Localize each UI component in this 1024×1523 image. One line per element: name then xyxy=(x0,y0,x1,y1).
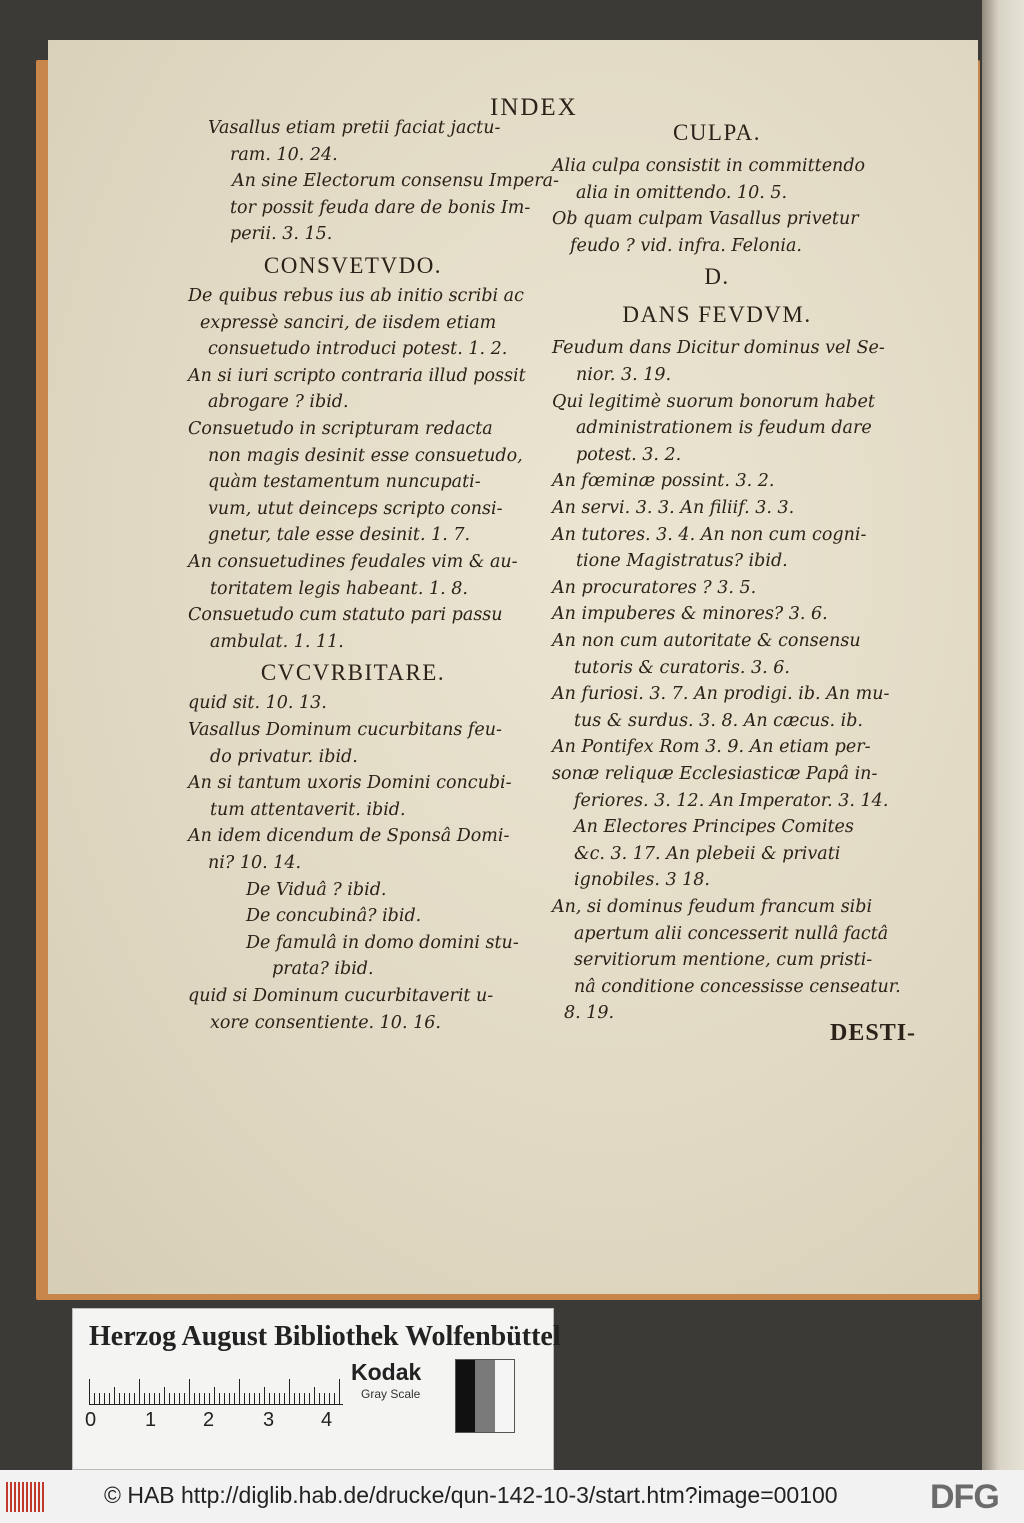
swatch-gray xyxy=(475,1360,494,1432)
ruler-number: 1 xyxy=(145,1409,157,1431)
ruler-tick xyxy=(154,1393,155,1405)
index-entry-line: alia in omittendo. 10. 5. xyxy=(576,182,788,203)
ruler-tick xyxy=(194,1393,195,1405)
index-entry-line: Feudum dans Dicitur dominus vel Se- xyxy=(552,338,885,359)
ruler-tick xyxy=(319,1393,320,1405)
index-entry-line: An impuberes & minores? 3. 6. xyxy=(552,604,828,625)
index-entry-line: An furiosi. 3. 7. An prodigi. ib. An mu- xyxy=(552,684,890,705)
ruler-tick xyxy=(164,1387,165,1405)
ruler-tick xyxy=(259,1393,260,1405)
index-entry-line: xore consentiente. 10. 16. xyxy=(210,1012,441,1033)
index-entry-line: tutoris & curatoris. 3. 6. xyxy=(574,657,790,678)
index-entry-line: toritatem legis habeant. 1. 8. xyxy=(210,578,468,599)
ruler-tick xyxy=(219,1393,220,1405)
index-entry-line: Consuetudo in scripturam redacta xyxy=(188,419,493,439)
swatch-white xyxy=(495,1360,514,1432)
index-entry-line: Vasallus etiam pretii faciat jactu- xyxy=(208,118,501,138)
dfg-logo: DFG xyxy=(930,1478,999,1516)
index-entry-line: quid si Dominum cucurbitaverit u- xyxy=(188,986,494,1006)
index-entry-line: quid sit. 10. 13. xyxy=(188,693,327,714)
section-heading: CVCVRBITARE. xyxy=(260,660,446,686)
ruler-tick xyxy=(224,1393,225,1405)
ruler-tick xyxy=(179,1393,180,1405)
index-entry-line: De famulâ in domo domini stu- xyxy=(246,932,519,953)
index-entry-line: De Viduâ ? ibid. xyxy=(246,879,387,900)
ruler-tick xyxy=(94,1393,95,1405)
index-entry-line: nâ conditione concessisse censeatur. xyxy=(574,976,901,997)
ruler-tick xyxy=(254,1393,255,1405)
index-entry-line: potest. 3. 2. xyxy=(576,444,682,465)
index-entry-line: An si tantum uxoris Domini concubi- xyxy=(188,773,512,794)
index-entry-line: sonæ reliquæ Ecclesiasticæ Papâ in- xyxy=(552,764,878,784)
ruler-tick xyxy=(264,1387,265,1405)
index-entry-line: Vasallus Dominum cucurbitans feu- xyxy=(188,720,502,740)
ruler-number: 2 xyxy=(203,1409,215,1431)
library-name: Herzog August Bibliothek Wolfenbüttel xyxy=(89,1321,561,1352)
ruler-tick xyxy=(109,1393,110,1405)
index-entry-line: perii. 3. 15. xyxy=(230,224,333,245)
ruler-tick xyxy=(334,1393,335,1405)
index-entry-line: Alia culpa consistit in committendo xyxy=(552,156,866,176)
section-heading: CONSVETVDO. xyxy=(263,253,443,278)
ruler-tick xyxy=(99,1393,100,1405)
barcode-icon xyxy=(6,1482,46,1512)
running-head: INDEX xyxy=(490,94,578,121)
index-entry-line: An, si dominus feudum francum sibi xyxy=(552,897,873,917)
index-entry-line: An fœminæ possint. 3. 2. xyxy=(552,471,775,492)
ruler-tick xyxy=(244,1393,245,1405)
ruler-tick xyxy=(174,1393,175,1405)
ruler-tick xyxy=(329,1393,330,1405)
ruler-tick xyxy=(294,1393,295,1405)
index-entry-line: do privatur. ibid. xyxy=(210,746,358,767)
ruler-tick xyxy=(189,1379,190,1405)
index-entry-line: servitiorum mentione, cum pristi- xyxy=(574,950,873,971)
index-entry-line: ignobiles. 3 18. xyxy=(574,870,710,891)
index-entry-line: quàm testamentum nuncupati- xyxy=(208,472,481,493)
gray-swatches xyxy=(455,1359,515,1433)
index-entry-line: apertum alii concesserit nullâ factâ xyxy=(574,923,889,944)
ruler-tick xyxy=(204,1393,205,1405)
ruler-tick xyxy=(339,1379,340,1405)
ruler-tick xyxy=(239,1379,240,1405)
ruler xyxy=(89,1365,343,1405)
index-entry-line: 8. 19. xyxy=(564,1003,615,1024)
ruler-tick xyxy=(214,1387,215,1405)
index-entry-line: tus & surdus. 3. 8. An cæcus. ib. xyxy=(574,710,863,731)
color-card xyxy=(72,1308,561,1470)
ruler-tick xyxy=(114,1387,115,1405)
index-entry-line: An non cum autoritate & consensu xyxy=(552,631,861,651)
ruler-number: 0 xyxy=(85,1409,97,1431)
index-entry-line: expressè sanciri, de iisdem etiam xyxy=(200,312,497,333)
ruler-tick xyxy=(324,1393,325,1405)
index-entry-line: An Electores Principes Comites xyxy=(574,817,854,838)
index-entry-line: ni? 10. 14. xyxy=(208,853,302,873)
index-entry-line: An tutores. 3. 4. An non cum cogni- xyxy=(552,524,867,545)
index-entry-line: &c. 3. 17. An plebeii & privati xyxy=(574,843,841,864)
ruler-tick xyxy=(104,1393,105,1405)
ruler-tick xyxy=(314,1387,315,1405)
index-entry-line: abrogare ? ibid. xyxy=(208,392,349,413)
next-page-edge xyxy=(982,0,1024,1470)
index-entry-line: prata? ibid. xyxy=(272,959,374,980)
ruler-tick xyxy=(274,1393,275,1405)
ruler-tick xyxy=(139,1379,140,1405)
index-entry-line: An idem dicendum de Sponsâ Domi- xyxy=(188,826,510,847)
index-entry-line: tum attentaverit. ibid. xyxy=(210,799,406,820)
section-heading: DANS FEVDVM. xyxy=(622,302,812,328)
swatch-black xyxy=(456,1360,475,1432)
index-entry-line: tor possit feuda dare de bonis Im- xyxy=(230,197,531,218)
ruler-tick xyxy=(289,1379,290,1405)
index-entry-line: An consuetudines feudales vim & au- xyxy=(188,552,518,572)
ruler-tick xyxy=(169,1393,170,1405)
index-entry-line: Ob quam culpam Vasallus privetur xyxy=(552,209,859,230)
ruler-tick xyxy=(309,1393,310,1405)
index-entry-line: administrationem is feudum dare xyxy=(576,418,872,439)
source-url[interactable]: © HAB http://diglib.hab.de/drucke/qun-142-10-3/start.htm?image=00100 xyxy=(104,1482,838,1508)
index-entry-line: feudo ? vid. infra. Felonia. xyxy=(570,235,802,256)
ruler-tick xyxy=(299,1393,300,1405)
index-entry-line: nior. 3. 19. xyxy=(576,365,672,385)
ruler-tick xyxy=(279,1393,280,1405)
ruler-tick xyxy=(144,1393,145,1405)
ruler-tick xyxy=(304,1393,305,1405)
index-entry-line: consuetudo introduci potest. 1. 2. xyxy=(208,339,508,360)
index-entry-line: gnetur, tale esse desinit. 1. 7. xyxy=(208,525,471,546)
ruler-number: 4 xyxy=(321,1409,333,1431)
index-entry-line: ambulat. 1. 11. xyxy=(210,631,344,652)
index-entry-line: An Pontifex Rom 3. 9. An etiam per- xyxy=(552,737,871,758)
index-entry-line: An servi. 3. 3. An filiif. 3. 3. xyxy=(552,498,795,518)
index-entry-line: vum, utut deinceps scripto consi- xyxy=(208,498,503,519)
ruler-tick xyxy=(134,1393,135,1405)
index-entry-line: An si iuri scripto contraria illud possit xyxy=(188,365,526,386)
ruler-tick xyxy=(159,1393,160,1405)
ruler-tick xyxy=(124,1393,125,1405)
ruler-tick xyxy=(89,1379,90,1405)
ruler-tick xyxy=(284,1393,285,1405)
kodak-logo: Kodak xyxy=(351,1359,422,1385)
ruler-tick xyxy=(184,1393,185,1405)
ruler-number: 3 xyxy=(263,1409,275,1431)
section-heading: CULPA. xyxy=(672,120,762,145)
index-entry-line: Qui legitimè suorum bonorum habet xyxy=(552,391,875,412)
index-entry-line: ram. 10. 24. xyxy=(230,144,338,165)
index-entry-line: De quibus rebus ius ab initio scribi ac xyxy=(188,286,524,306)
index-entry-line: non magis desinit esse consuetudo, xyxy=(208,445,523,466)
ruler-tick xyxy=(269,1393,270,1405)
index-entry-line: De concubinâ? ibid. xyxy=(246,906,422,927)
index-entry-line: tione Magistratus? ibid. xyxy=(576,551,788,572)
index-entry-line: Consuetudo cum statuto pari passu xyxy=(188,605,503,626)
ruler-tick xyxy=(234,1393,235,1405)
ruler-tick xyxy=(149,1393,150,1405)
footer-bar xyxy=(0,1470,1024,1523)
catchword: DESTI- xyxy=(830,1020,917,1046)
section-heading: D. xyxy=(704,264,730,290)
ruler-tick xyxy=(249,1393,250,1405)
ruler-tick xyxy=(119,1393,120,1405)
index-entry-line: An sine Electorum consensu Impera- xyxy=(232,171,559,192)
ruler-tick xyxy=(199,1393,200,1405)
ruler-tick xyxy=(209,1393,210,1405)
index-entry-line: feriores. 3. 12. An Imperator. 3. 14. xyxy=(574,790,889,811)
index-entry-line: An procuratores ? 3. 5. xyxy=(552,577,757,598)
gray-scale-label: Gray Scale xyxy=(361,1387,421,1401)
ruler-tick xyxy=(229,1393,230,1405)
ruler-tick xyxy=(129,1393,130,1405)
